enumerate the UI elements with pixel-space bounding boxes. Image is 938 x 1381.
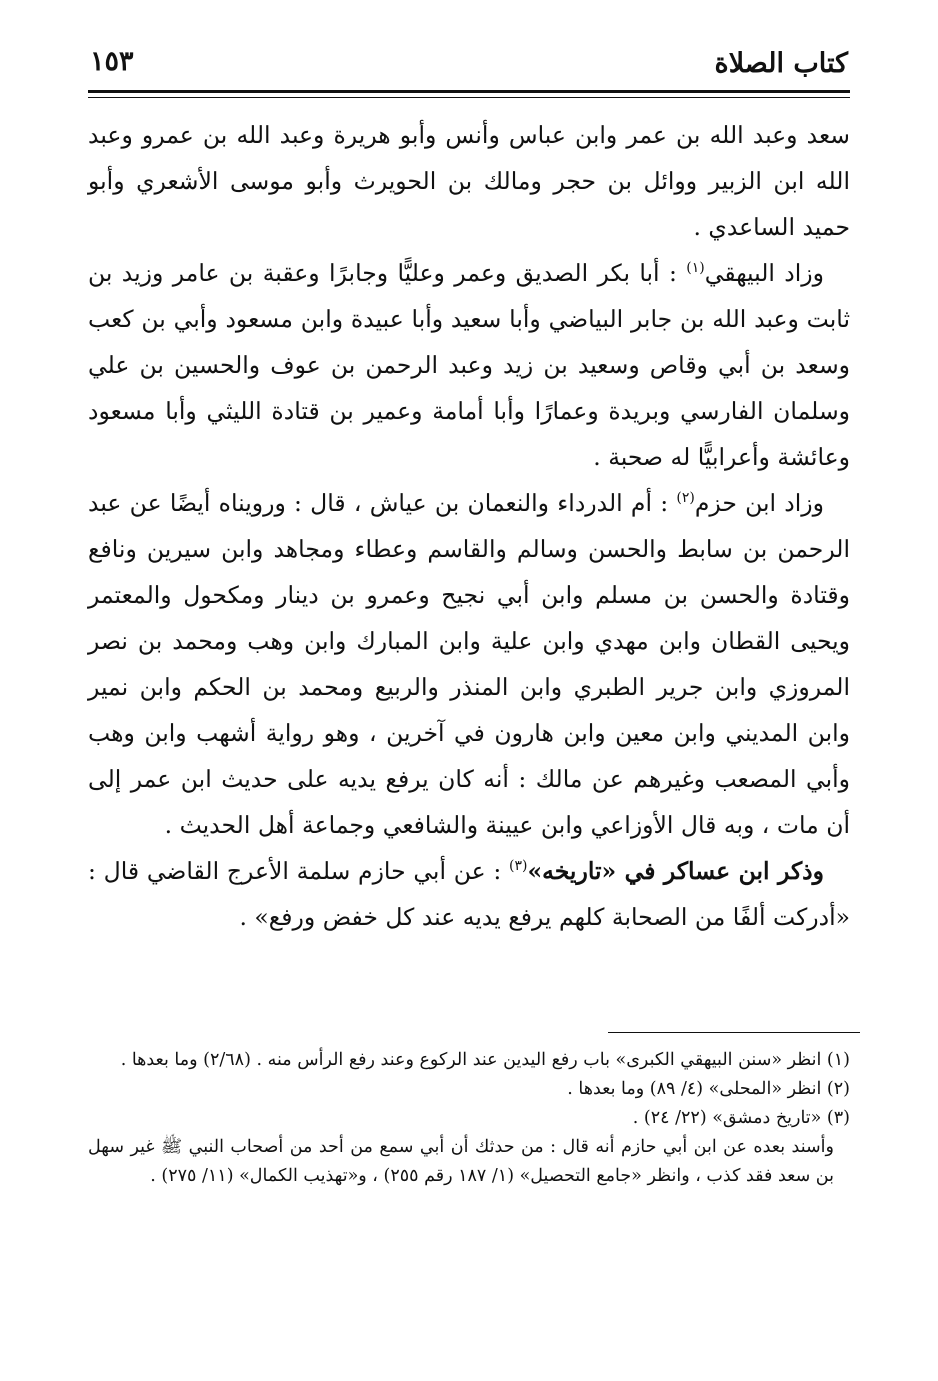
footnote-ref-2: (٢) (676, 490, 695, 507)
footnote-2: (٢) انظر «المحلى» (٤/ ٨٩) وما بعدها . (567, 1079, 850, 1099)
paragraph-3-text: : أم الدرداء والنعمان بن عياش ، قال : ورويناه أيضًا عن عبد الرحمن بن سابط والحسن وسالم والقاسم وعطاء ومجاهد وابن سيرين ونافع وقتادة والحسن بن مسلم وابن أبي نجيح وعمرو بن دينار ومكحول والمعتمر ويحيى القطان وابن مهدي وابن علية وابن المبارك وابن وهب ومحمد بن نصر المروزي وابن جرير الطبري وابن المنذر والربيع ومحمد بن الحكم وابن نمير وابن المديني وابن معين وابن هارون في آخرين ، وهو رواية أشهب وابن وهب وأبي المصعب وغيرهم عن مالك : أنه كان يرفع يديه على حديث ابن عمر إلى أن مات ، وبه قال الأوزاعي وابن عيينة والشافعي وجماعة أهل الحديث . (88, 489, 850, 839)
chapter-title: كتاب الصلاة (714, 48, 848, 79)
page-number: ١٥٣ (90, 46, 134, 77)
paragraph-3-lead: وزاد ابن حزم (694, 489, 824, 517)
header-rule-thin (88, 97, 850, 98)
paragraph-2-text: : أبا بكر الصديق وعمر وعليًّا وجابرًا وعقبة بن عامر وزيد بن ثابت وعبد الله بن جابر البياضي وأبا سعيد وأبا عبيدة وابن مسعود وأبي بن كعب وسعد بن أبي وقاص وسعيد بن زيد وعبد الرحمن بن عوف والحسين بن علي وسلمان الفارسي وبريدة وعمارًا وأبا أمامة وعمير بن قتادة الليثي وأبا مسعود وعائشة وأعرابيًّا له صحبة . (88, 259, 850, 471)
running-header (90, 42, 848, 88)
paragraph-2-lead: وزاد البيهقي (704, 259, 825, 287)
footnotes (88, 1046, 850, 1191)
paragraph-4-lead: وذكر ابن عساكر في «تاريخه» (527, 857, 824, 885)
paragraph-1: سعد وعبد الله بن عمر وابن عباس وأنس وأبو هريرة وعبد الله بن عمرو وعبد الله ابن الزبير ووائل بن حجر ومالك بن الحويرث وأبو موسى الأشعري وأبو حميد الساعدي . (88, 121, 850, 241)
footnote-3: (٣) «تاريخ دمشق» (٢٢/ ٢٤) . (632, 1108, 850, 1128)
paragraph-4-text: : عن أبي حازم سلمة الأعرج القاضي قال : «أدركت ألفًا من الصحابة كلهم يرفع يديه عند كل خفض ورفع» . (88, 857, 850, 931)
footnote-1: (١) انظر «سنن البيهقي الكبرى» باب رفع اليدين عند الركوع وعند رفع الرأس منه . (٢/٦٨) وما بعدها . (120, 1050, 850, 1070)
paragraph-3 (88, 480, 850, 848)
paragraph-2 (88, 250, 850, 480)
paragraph-4 (88, 848, 850, 940)
main-text (88, 112, 850, 940)
footnote-ref-3: (٣) (509, 858, 528, 875)
footnote-ref-1: (١) (686, 260, 705, 277)
footnote-3-continuation: وأسند بعده عن ابن أبي حازم أنه قال : من حدثك أن أبي سمع من أحد من أصحاب النبي ﷺ غير سهل بن سعد فقد كذب ، وانظر «جامع التحصيل» (١/ ١٨٧ رقم ٢٥٥) ، و«تهذيب الكمال» (١١/ ٢٧٥) . (88, 1137, 834, 1186)
footnote-separator (608, 1032, 860, 1033)
header-rule-thick (88, 90, 850, 93)
